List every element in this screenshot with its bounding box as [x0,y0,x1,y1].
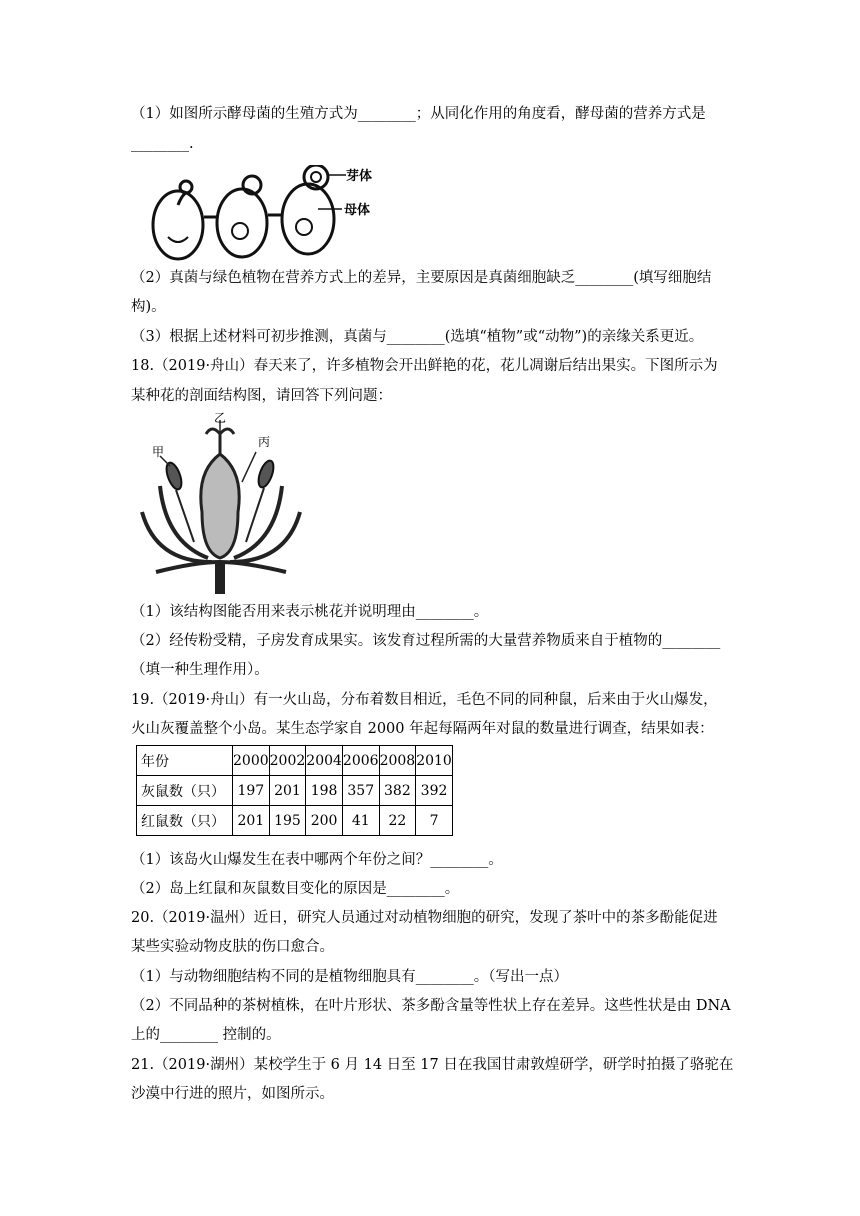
table-cell: 2008 [379,746,416,776]
question-20-line: 20.（2019·温州）近日，研究人员通过对动植物细胞的研究，发现了茶叶中的茶多酚能促进 [131,910,718,926]
text-line: （1）该岛火山爆发生在表中哪两个年份之间？________。 [131,852,503,868]
table-cell: 197 [233,776,270,806]
table-row [137,776,453,806]
table-cell: 灰鼠数（只） [137,776,233,806]
mouse-count-table [136,745,453,836]
text-line: （2）不同品种的茶树植株，在叶片形状、茶多酚含量等性状上存在差异。这些性状是由 DNA [131,998,731,1014]
text-line: 某种花的剖面结构图，请回答下列问题： [131,388,392,404]
table-cell: 357 [342,776,379,806]
label-bing: 丙 [258,435,271,449]
table-cell: 201 [269,776,306,806]
question-19-line: 19.（2019·舟山）有一火山岛，分布着数目相近，毛色不同的同种鼠，后来由于火山爆发， [131,692,718,708]
table-cell: 382 [379,776,416,806]
text-line: （3）根据上述材料可初步推测，真菌与________(选填“植物”或“动物”)的亲缘关系更近。 [131,329,704,345]
table-cell: 392 [416,776,453,806]
question-21-line: 21.（2019·湖州）某校学生于 6 月 14 日至 17 日在我国甘肃敦煌研学，研学时拍摄了骆驼在 [131,1057,734,1073]
label-jia: 甲 [152,445,165,459]
label-yi: 乙 [214,412,227,425]
mother-label: 母体 [344,203,371,218]
text-line: （2）真菌与绿色植物在营养方式上的差异，主要原因是真菌细胞缺乏________(填写细胞结 [131,270,712,286]
text-line: 沙漠中行进的照片，如图所示。 [131,1086,334,1102]
text-line: 某些实验动物皮肤的伤口愈合。 [131,939,334,955]
text-line: 火山灰覆盖整个小岛。某生态学家自 2000 年起每隔两年对鼠的数量进行调查，结果如表： [131,721,714,737]
table-cell: 22 [379,806,416,836]
table-cell: 2000 [233,746,270,776]
question-18-line: 18.（2019·舟山）春天来了，许多植物会开出鲜艳的花，花儿凋谢后结出果实。下图所示为 [131,358,718,374]
table-cell: 41 [342,806,379,836]
text-line: 构)。 [131,299,166,315]
text-line: （1）该结构图能否用来表示桃花并说明理由________。 [131,604,489,620]
text-line: （2）经传粉受精，子房发育成果实。该发育过程所需的大量营养物质来自于植物的________ [131,633,721,649]
table-cell: 7 [416,806,453,836]
table-cell: 195 [269,806,306,836]
table-cell: 2006 [342,746,379,776]
text-line: ________. [131,136,194,152]
table-cell: 200 [306,806,343,836]
text-line: （2）岛上红鼠和灰鼠数目变化的原因是________。 [131,881,460,897]
yeast-budding-figure [148,165,388,265]
table-cell: 红鼠数（只） [137,806,233,836]
table-cell: 201 [233,806,270,836]
text-line: （填一种生理作用）。 [131,662,269,678]
table-cell: 198 [306,776,343,806]
text-line: （1）如图所示酵母菌的生殖方式为________；从同化作用的角度看，酵母菌的营养方式是 [131,106,706,122]
table-cell: 年份 [137,746,233,776]
table-cell: 2004 [306,746,343,776]
table-cell: 2002 [269,746,306,776]
table-cell: 2010 [416,746,453,776]
text-line: （1）与动物细胞结构不同的是植物细胞具有________。（写出一点） [131,969,568,985]
table-row [137,806,453,836]
table-row [137,746,453,776]
flower-section-figure [136,412,306,594]
bud-label: 芽体 [346,169,373,184]
text-line: 上的________ 控制的。 [131,1027,281,1043]
